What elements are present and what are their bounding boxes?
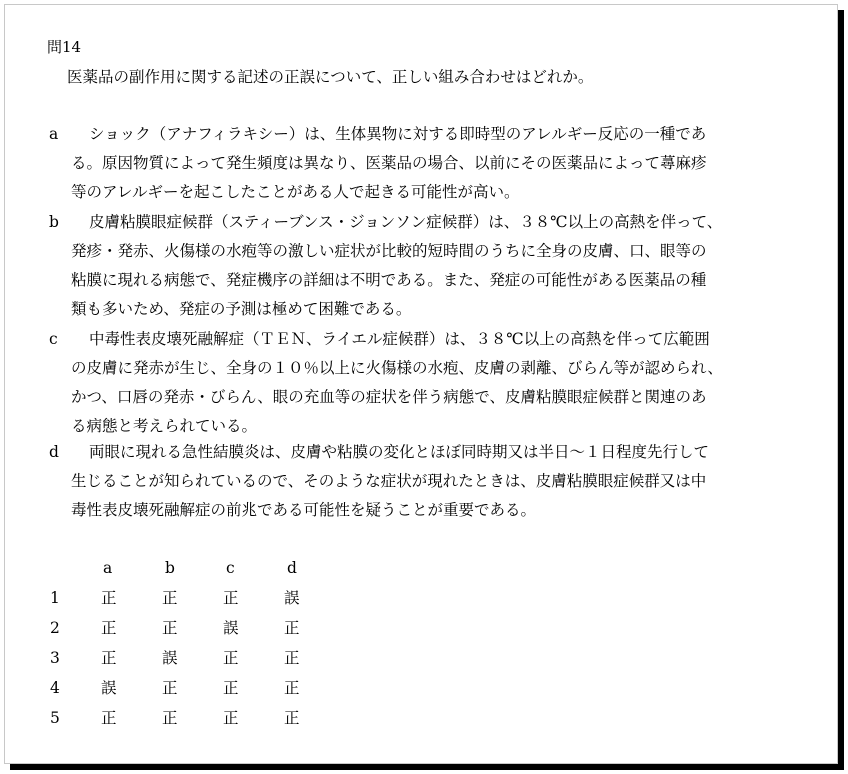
statement-line: 皮膚粘膜眼症候群（スティーブンス・ジョンソン症候群）は、３８℃以上の高熱を伴って、 <box>89 213 723 231</box>
statement-a <box>49 120 799 207</box>
question-text: 医薬品の副作用に関する記述の正誤について、正しい組み合わせはどれか。 <box>67 68 594 86</box>
answer-cell: 正 <box>223 679 239 697</box>
statement-line: 等のアレルギーを起こしたことがある人で起きる可能性が高い。 <box>71 183 520 201</box>
statement-line: ショック（アナフィラキシー）は、生体異物に対する即時型のアレルギー反応の一種であ <box>89 125 707 143</box>
answer-cell: 正 <box>284 679 300 697</box>
statement-letter: b <box>49 213 59 231</box>
option-number: 1 <box>50 589 60 607</box>
statement-line: る病態と考えられている。 <box>71 417 258 435</box>
statement-line: の皮膚に発赤が生じ、全身の１０％以上に火傷様の水疱、皮膚の剥離、びらん等が認められ、 <box>71 359 723 377</box>
statement-c <box>49 325 799 441</box>
statement-line: かつ、口唇の発赤・びらん、眼の充血等の症状を伴う病態で、皮膚粘膜眼症候群と関連のあ <box>71 388 707 406</box>
statement-line: 粘膜に現れる病態で、発症機序の詳細は不明である。また、発症の可能性がある医薬品の種 <box>71 271 707 289</box>
answer-cell: 正 <box>101 709 117 727</box>
answer-cell: 正 <box>162 709 178 727</box>
answer-cell: 正 <box>223 649 239 667</box>
answer-cell: 正 <box>101 589 117 607</box>
answer-cell: 正 <box>284 619 300 637</box>
answer-cell: 正 <box>101 649 117 667</box>
statement-line: 毒性表皮壊死融解症の前兆である可能性を疑うことが重要である。 <box>71 501 537 519</box>
option-number: 2 <box>50 619 60 637</box>
question-sheet <box>4 4 838 764</box>
answer-cell: 正 <box>101 619 117 637</box>
answer-cell: 誤 <box>284 589 300 607</box>
answer-cell: 正 <box>162 589 178 607</box>
statement-d <box>49 438 799 525</box>
statement-letter: d <box>49 443 59 461</box>
statement-letter: a <box>49 125 59 143</box>
answer-cell: 正 <box>223 589 239 607</box>
statement-line: る。原因物質によって発生頻度は異なり、医薬品の場合、以前にその医薬品によって蕁麻疹 <box>71 154 707 172</box>
answer-cell: 正 <box>284 709 300 727</box>
column-header: c <box>226 559 235 577</box>
statement-line: 両眼に現れる急性結膜炎は、皮膚や粘膜の変化とほぼ同時期又は半日～１日程度先行して <box>89 443 710 461</box>
option-number: 3 <box>50 649 60 667</box>
answer-cell: 誤 <box>101 679 117 697</box>
answer-cell: 誤 <box>162 649 178 667</box>
answer-cell: 正 <box>162 619 178 637</box>
statement-letter: c <box>49 330 58 348</box>
option-number: 5 <box>50 709 60 727</box>
column-header: a <box>103 559 113 577</box>
column-header: d <box>287 559 297 577</box>
column-header: b <box>165 559 175 577</box>
statement-line: 発疹・発赤、火傷様の水疱等の激しい症状が比較的短時間のうちに全身の皮膚、口、眼等の <box>71 242 707 260</box>
option-number: 4 <box>50 679 60 697</box>
statement-b <box>49 208 799 324</box>
question-number: 問14 <box>47 38 82 56</box>
statement-line: 類も多いため、発症の予測は極めて困難である。 <box>71 300 412 318</box>
statement-line: 生じることが知られているので、そのような症状が現れたときは、皮膚粘膜眼症候群又は中 <box>71 472 707 490</box>
statement-line: 中毒性表皮壊死融解症（ＴＥＮ、ライエル症候群）は、３８℃以上の高熱を伴って広範囲 <box>89 330 710 348</box>
answer-cell: 誤 <box>223 619 239 637</box>
answer-cell: 正 <box>162 679 178 697</box>
answer-cell: 正 <box>223 709 239 727</box>
answer-cell: 正 <box>284 649 300 667</box>
